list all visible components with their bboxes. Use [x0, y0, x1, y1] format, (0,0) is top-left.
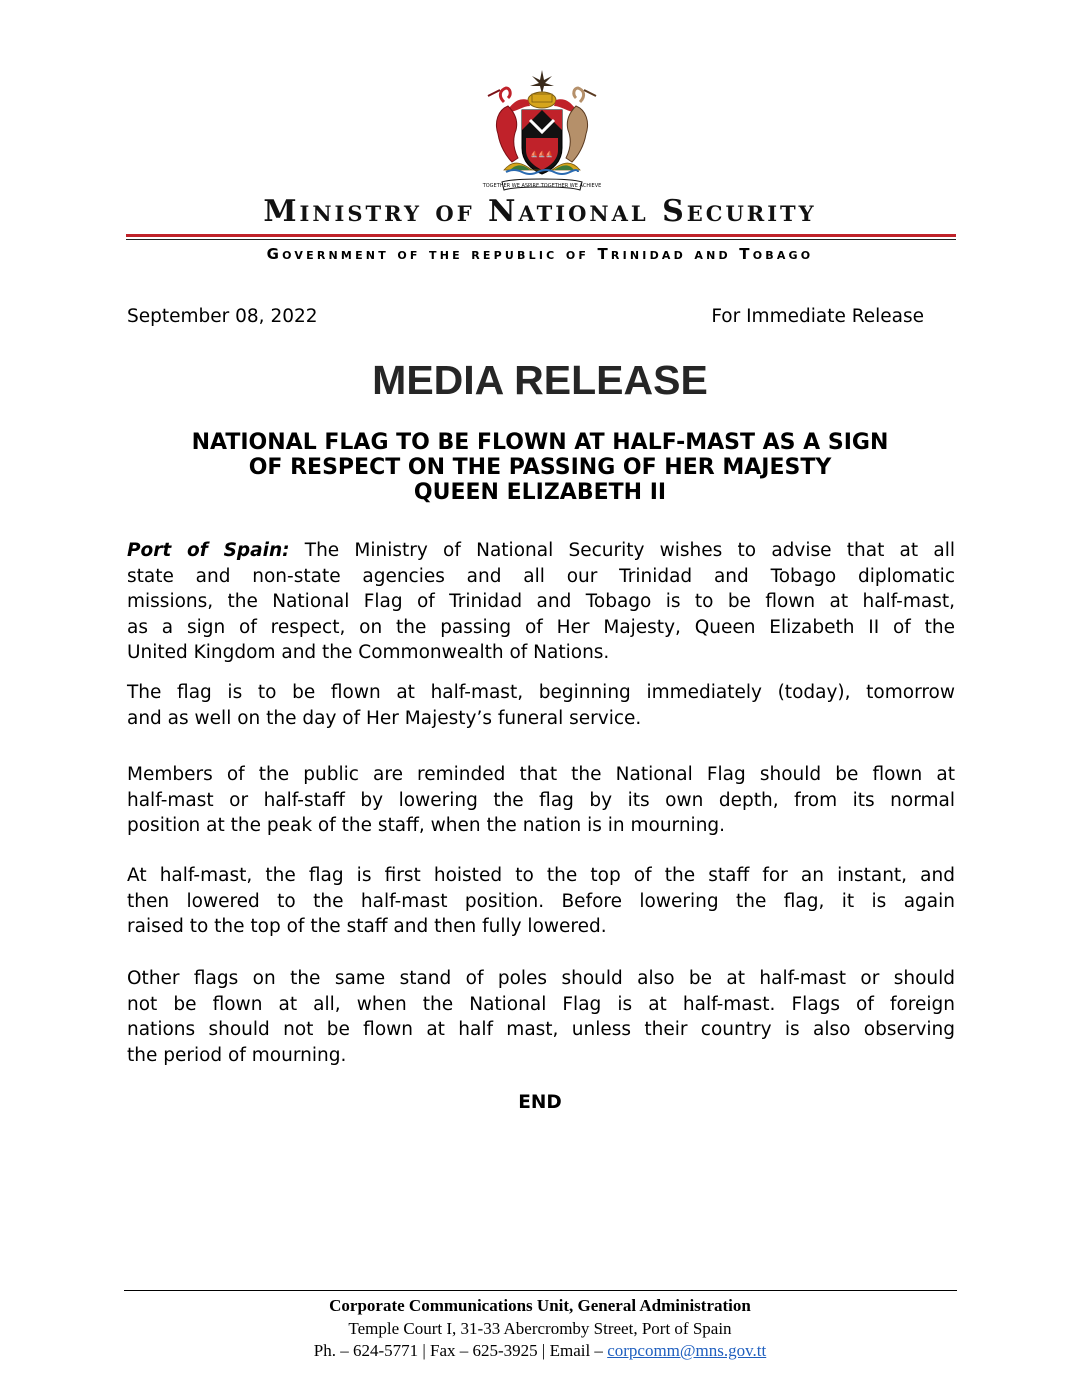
paragraph-line: missions, the National Flag of Trinidad and Tobago is to be flown at half-mast,	[127, 591, 955, 612]
coat-of-arms-logo	[474, 66, 610, 196]
paragraph-1	[127, 538, 955, 666]
headline	[100, 430, 980, 505]
paragraph-4	[127, 863, 955, 940]
svg-text:⛵⛵⛵: ⛵⛵⛵	[530, 151, 554, 158]
paragraph-line: state and non-state agencies and all our Trinidad and Tobago diplomatic	[127, 565, 955, 587]
footer-phone-fax: Ph. – 624-5771 | Fax – 625-3925 | Email –	[313, 1341, 608, 1360]
paragraph-line: the period of mourning.	[127, 1044, 347, 1066]
media-release-title: MEDIA RELEASE	[372, 357, 708, 403]
paragraph-line: and as well on the day of Her Majesty’s funeral service.	[127, 707, 642, 729]
paragraph-line: Port of Spain: The Ministry of National Security wishes to advise that at all	[127, 540, 955, 561]
paragraph-line: position at the peak of the staff, when the nation is in mourning.	[127, 815, 726, 836]
paragraph-line: At half-mast, the flag is first hoisted to the top of the staff for an instant, and	[127, 865, 955, 886]
header-rule-black	[126, 239, 956, 240]
paragraph-line: then lowered to the half-mast position. Before lowering the flag, it is again	[127, 890, 955, 912]
paragraph-line: raised to the top of the staff and then fully lowered.	[127, 916, 607, 937]
paragraph-3	[127, 762, 955, 839]
footer-unit: Corporate Communications Unit, General Administration	[329, 1296, 751, 1315]
paragraph-line: The flag is to be flown at half-mast, beginning immediately (today), tomorrow	[127, 682, 955, 703]
footer-rule	[124, 1290, 957, 1291]
paragraph-line: not be flown at all, when the National Flag is at half-mast. Flags of foreign	[127, 993, 955, 1015]
paragraph-line: Members of the public are reminded that the National Flag should be flown at	[127, 764, 955, 785]
headline-line: NATIONAL FLAG TO BE FLOWN AT HALF-MAST AS A SIGN	[191, 430, 889, 455]
dateline-place: Port of Spain:	[127, 540, 290, 561]
paragraph-line: United Kingdom and the Commonwealth of Nations.	[127, 642, 610, 663]
email-link[interactable]: corpcomm@mns.gov.tt	[607, 1341, 767, 1360]
end-marker: END	[518, 1092, 562, 1113]
paragraph-5	[127, 966, 955, 1068]
footer-address: Temple Court I, 31-33 Abercromby Street, Port of Spain	[348, 1319, 732, 1338]
paragraph-2	[127, 680, 955, 731]
crest-motto: TOGETHER WE ASPIRE TOGETHER WE ACHIEVE	[482, 183, 602, 189]
headline-line: QUEEN ELIZABETH II	[413, 480, 667, 505]
release-type: For Immediate Release	[711, 306, 924, 327]
headline-line: OF RESPECT ON THE PASSING OF HER MAJESTY	[248, 455, 832, 480]
government-name: Government of the republic of Trinidad and Tobago	[266, 245, 814, 263]
paragraph-line: Other flags on the same stand of poles should also be at half-mast or should	[127, 968, 955, 989]
ministry-name: Ministry of National Security	[263, 194, 817, 229]
paragraph-line: half-mast or half-staff by lowering the flag by its own depth, from its normal	[127, 789, 955, 811]
header-rule-red	[126, 234, 956, 237]
release-date: September 08, 2022	[127, 306, 318, 327]
footer-contact	[0, 1340, 1080, 1362]
paragraph-line: as a sign of respect, on the passing of Her Majesty, Queen Elizabeth II of the	[127, 616, 955, 638]
paragraph-line: nations should not be flown at half mast, unless their country is also observing	[127, 1019, 955, 1040]
